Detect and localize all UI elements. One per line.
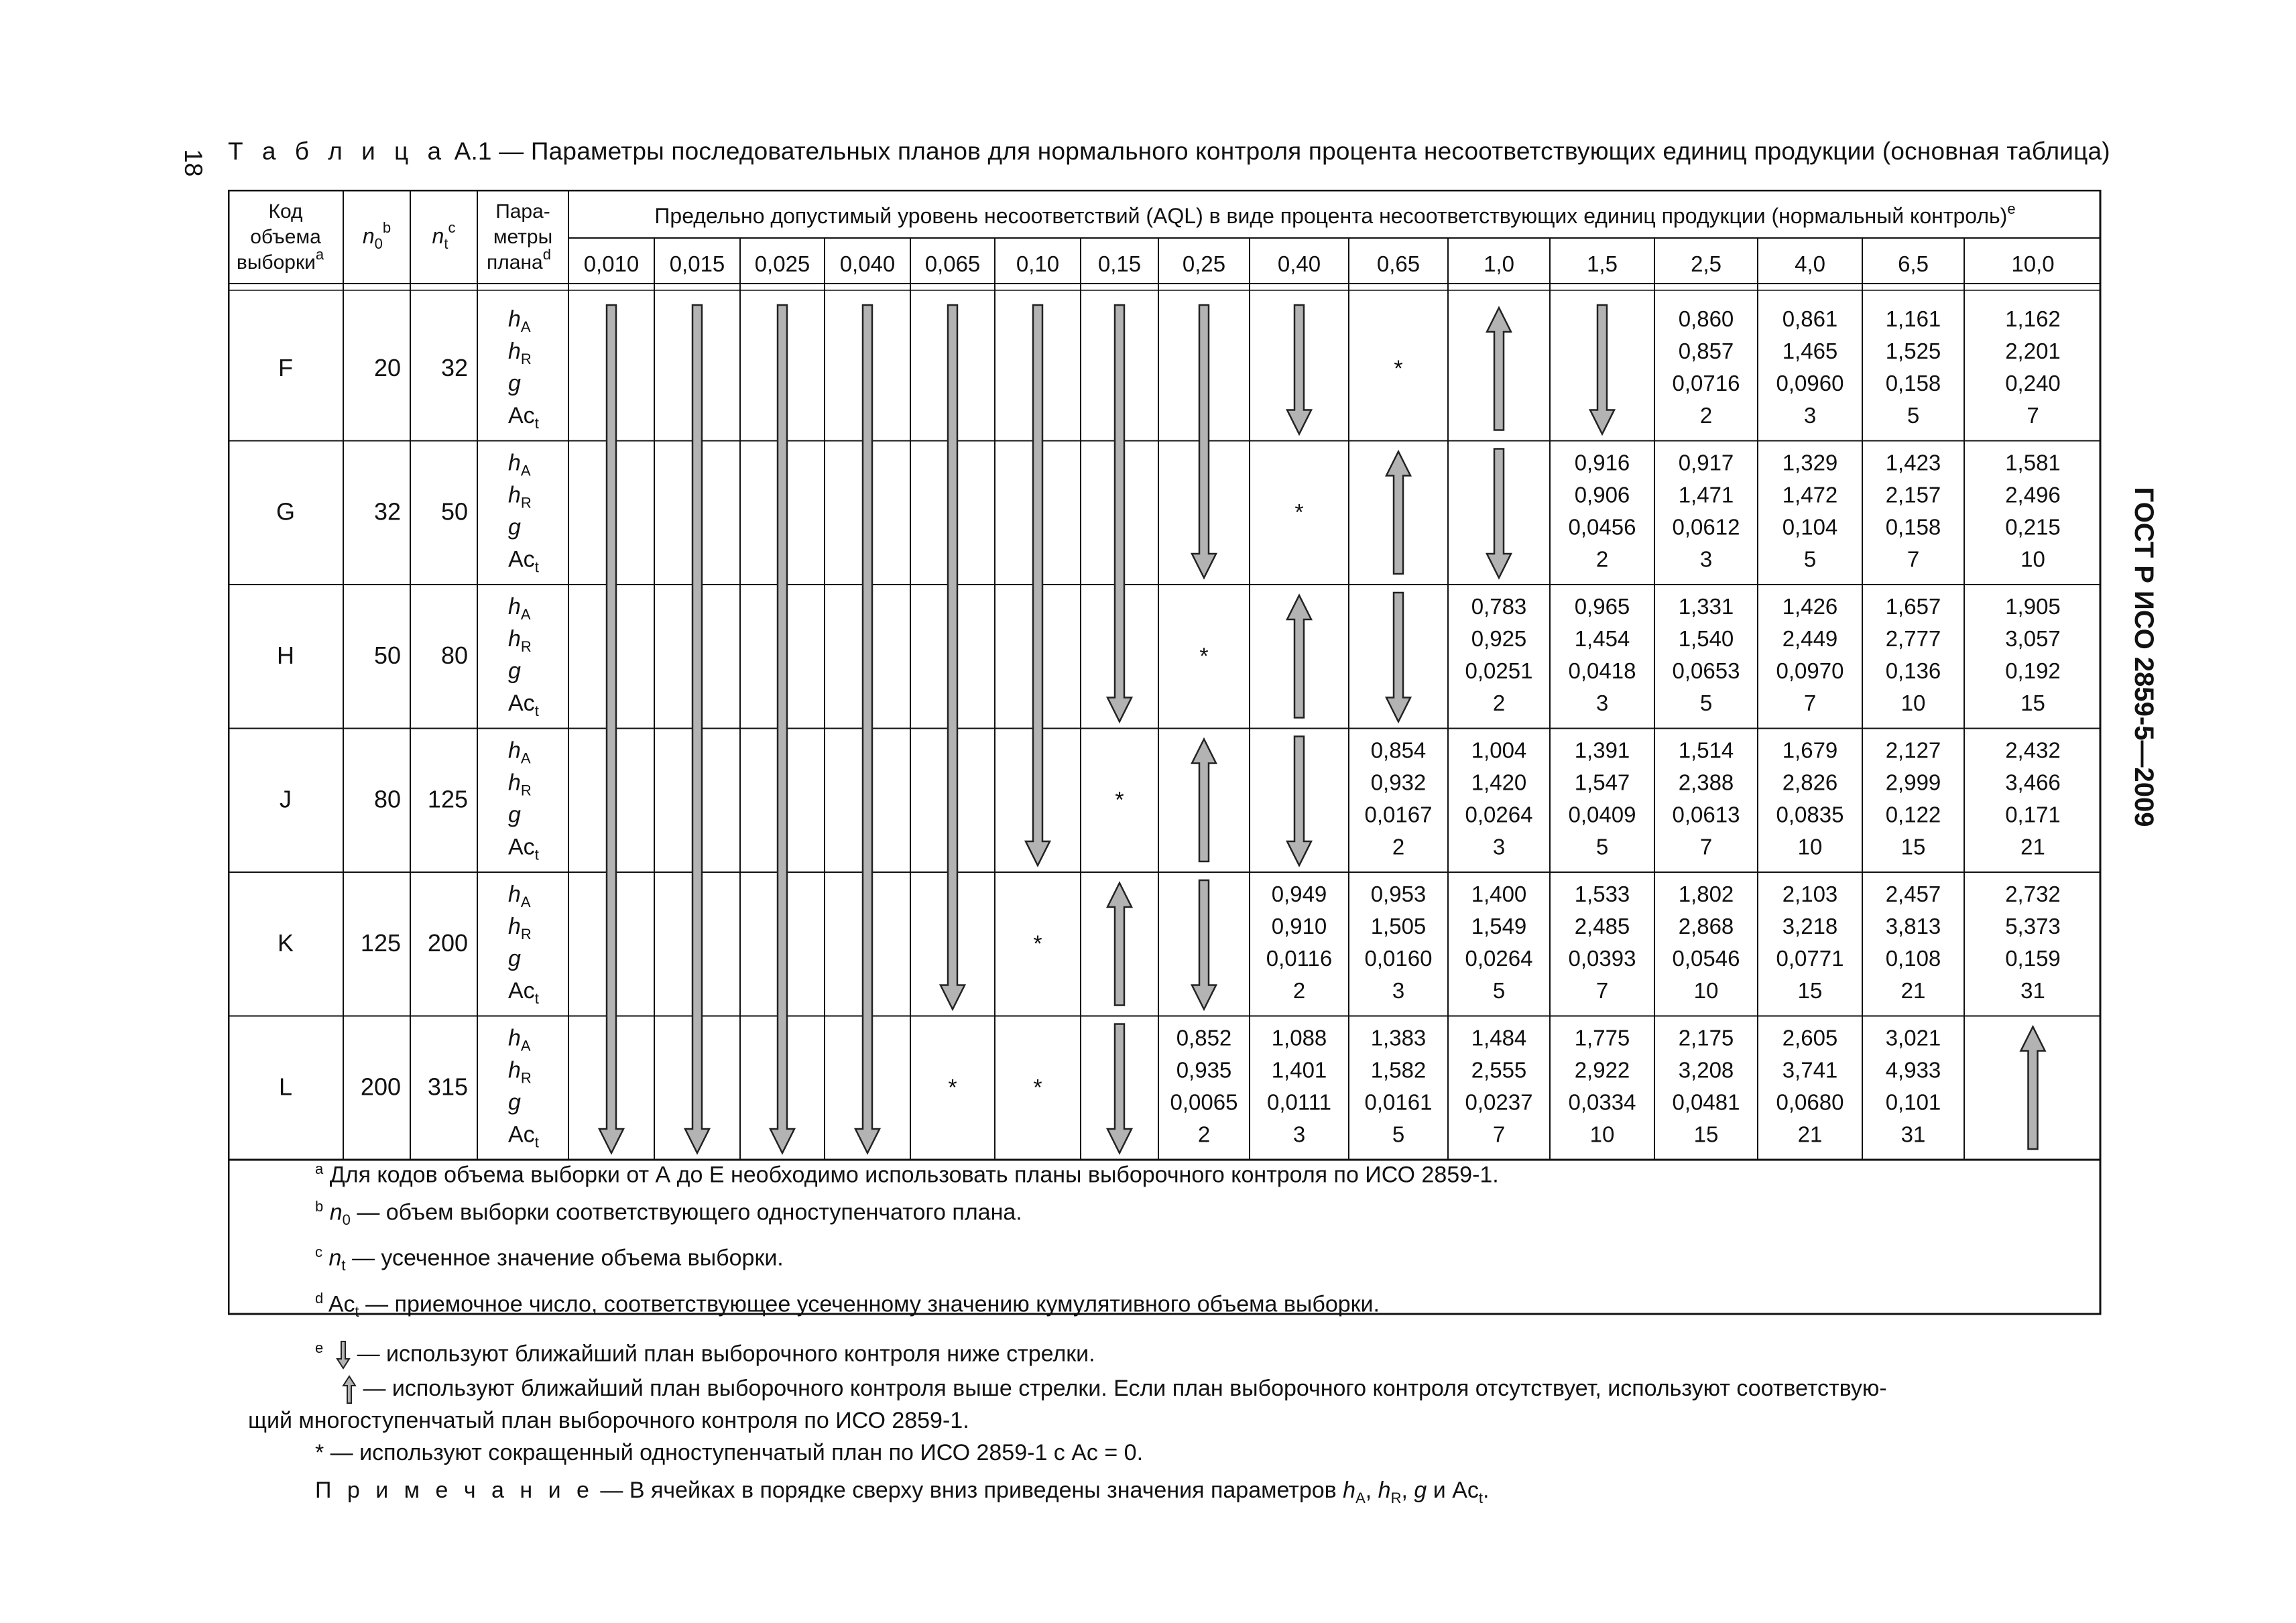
header-aql-value: 10,0: [2011, 251, 2055, 276]
param-value: 0,0161: [1364, 1089, 1433, 1115]
param-value: 7: [1595, 978, 1609, 1003]
param-value: 4,933: [1885, 1057, 1941, 1083]
param-value: 2: [1699, 403, 1713, 428]
header-aql-value: 6,5: [1898, 251, 1929, 276]
star-marker: *: [1033, 1075, 1042, 1101]
caption-label: Т а б л и ц а: [228, 137, 448, 165]
param-value: 1,582: [1370, 1057, 1427, 1083]
param-value: 21: [2020, 834, 2045, 859]
param-value: 1,802: [1678, 882, 1734, 906]
param-label: g: [508, 1089, 521, 1116]
param-value: 1,004: [1471, 737, 1527, 763]
param-value: 5: [1907, 403, 1920, 428]
param-value: 0,916: [1574, 450, 1630, 475]
header-aql-value: 0,40: [1277, 251, 1321, 276]
param-value: 0,0613: [1672, 802, 1740, 827]
param-value: 2,777: [1885, 626, 1941, 651]
row-nt: 32: [440, 354, 468, 381]
header-aql-value: 2,5: [1691, 251, 1721, 276]
param-value: 2: [1595, 546, 1609, 572]
param-value: 7: [1803, 690, 1817, 715]
up-arrow-icon: [342, 1375, 357, 1404]
param-value: 1,383: [1370, 1025, 1427, 1050]
param-value: 1,162: [2005, 306, 2061, 331]
star-marker: *: [1033, 931, 1042, 957]
header-aql-value: 0,10: [1016, 251, 1060, 276]
param-label: g: [508, 802, 521, 828]
up-arrow-icon: [2021, 1027, 2045, 1150]
param-value: 0,136: [1885, 658, 1941, 683]
header-code: объема: [250, 226, 321, 248]
param-value: 1,472: [1782, 482, 1838, 507]
param-label: $h_R$: [508, 626, 532, 655]
param-label: $h_R$: [508, 1057, 532, 1087]
param-value: 0,953: [1370, 882, 1427, 906]
param-value: 1,505: [1370, 914, 1427, 939]
header-nt: $n_t^c$: [432, 219, 456, 252]
row-code: L: [278, 1073, 293, 1101]
footnote-star: * — используют сокращенный одноступенчатый план по ИСО 2859-1 с Ас = 0.: [315, 1440, 1144, 1466]
param-value: 0,171: [2005, 802, 2061, 827]
param-label: $Ac_t$: [508, 1122, 539, 1151]
param-value: 0,852: [1176, 1025, 1232, 1050]
param-value: 3: [1699, 546, 1713, 572]
param-value: 0,860: [1678, 306, 1734, 331]
param-value: 0,0065: [1170, 1089, 1238, 1115]
param-value: 0,0653: [1672, 658, 1740, 683]
row-nt: 125: [427, 785, 468, 813]
param-value: 5: [1392, 1122, 1405, 1147]
param-value: 2,432: [2005, 737, 2061, 763]
param-label: g: [508, 658, 521, 684]
param-value: 2,157: [1885, 482, 1941, 507]
param-value: 0,0835: [1776, 802, 1844, 827]
param-label: $Ac_t$: [508, 978, 539, 1007]
param-value: 2,175: [1678, 1025, 1734, 1050]
row-nt: 200: [427, 929, 468, 957]
param-value: 0,158: [1885, 514, 1941, 540]
param-value: 2: [1492, 690, 1506, 715]
param-value: 1,423: [1885, 450, 1941, 475]
param-value: 0,783: [1471, 594, 1527, 619]
footnote-d: $^d$ $Ac_t$ — приемочное число, соответствующее усеченному значению кумулятивного объема выборки.: [315, 1289, 1380, 1320]
header-n0: $n_0^b$: [362, 219, 391, 252]
param-value: 10: [1900, 690, 1926, 715]
header-aql-value: 0,25: [1182, 251, 1226, 276]
document-id: ГОСТ Р ИСО 2859-5—2009: [2129, 487, 2159, 827]
param-value: 0,910: [1271, 914, 1327, 939]
down-arrow-icon: [1287, 305, 1311, 434]
star-marker: *: [1294, 499, 1304, 526]
param-value: 7: [1907, 546, 1920, 572]
param-value: 31: [2020, 978, 2045, 1003]
param-value: 2,127: [1885, 737, 1941, 763]
down-arrow-icon: [1107, 1024, 1132, 1154]
param-value: 0,854: [1370, 737, 1427, 763]
param-value: 2,922: [1574, 1057, 1630, 1083]
param-value: 0,104: [1782, 514, 1838, 540]
star-marker: *: [948, 1075, 957, 1101]
table-caption: [228, 137, 2110, 166]
param-value: 0,0456: [1568, 514, 1636, 540]
param-label: $h_R$: [508, 482, 532, 512]
param-value: 2,826: [1782, 770, 1838, 795]
param-value: 0,0771: [1776, 946, 1844, 971]
param-value: 1,514: [1678, 737, 1734, 763]
param-value: 0,935: [1176, 1057, 1232, 1083]
param-value: 0,0418: [1568, 658, 1636, 683]
param-value: 1,088: [1271, 1025, 1327, 1050]
row-nt: 50: [440, 497, 468, 526]
row-nt: 80: [440, 642, 468, 669]
param-value: 3,218: [1782, 914, 1838, 939]
header-aql-value: 1,0: [1484, 251, 1514, 276]
param-value: 0,906: [1574, 482, 1630, 507]
row-code: H: [277, 642, 294, 669]
param-value: 2,496: [2005, 482, 2061, 507]
header-aql-value: 0,025: [754, 251, 810, 276]
param-value: 0,108: [1885, 946, 1941, 971]
star-marker: *: [1199, 644, 1209, 669]
param-label: $Ac_t$: [508, 546, 539, 576]
param-label: $h_A$: [508, 306, 531, 335]
param-label: $h_R$: [508, 914, 532, 943]
param-value: 1,549: [1471, 914, 1527, 939]
param-value: 1,331: [1678, 594, 1734, 619]
param-label: $h_A$: [508, 1025, 531, 1055]
param-value: 0,0409: [1568, 802, 1636, 827]
param-value: 15: [2020, 690, 2045, 715]
param-value: 0,0960: [1776, 371, 1844, 396]
param-value: 1,581: [2005, 450, 2061, 475]
param-value: 3: [1292, 1122, 1306, 1147]
param-value: 15: [1797, 978, 1823, 1003]
down-arrow-icon: [1590, 305, 1614, 434]
param-value: 3: [1492, 834, 1506, 859]
param-value: 5: [1595, 834, 1609, 859]
param-value: 1,525: [1885, 339, 1941, 363]
down-arrow-icon: [1287, 737, 1311, 866]
param-value: 1,775: [1574, 1025, 1630, 1050]
param-value: 2,605: [1782, 1025, 1838, 1050]
param-value: 0,159: [2005, 946, 2061, 971]
param-label: g: [508, 946, 521, 971]
down-arrow-icon: [1192, 880, 1216, 1010]
param-value: 0,0481: [1672, 1089, 1740, 1115]
down-arrow-icon: [1487, 449, 1511, 579]
param-value: 0,925: [1471, 626, 1527, 651]
param-value: 0,215: [2005, 514, 2061, 540]
param-value: 0,192: [2005, 658, 2061, 683]
param-value: 31: [1900, 1122, 1926, 1147]
param-label: $h_A$: [508, 450, 531, 479]
param-value: 0,101: [1885, 1089, 1941, 1115]
param-value: 15: [1900, 834, 1926, 859]
param-value: 3: [1392, 978, 1405, 1003]
param-value: 1,401: [1271, 1057, 1327, 1083]
param-value: 3,741: [1782, 1057, 1838, 1083]
up-arrow-icon: [1287, 595, 1311, 718]
param-value: 0,0167: [1364, 802, 1433, 827]
param-value: 0,0680: [1776, 1089, 1844, 1115]
param-label: $h_R$: [508, 770, 532, 799]
param-value: 10: [1693, 978, 1719, 1003]
param-value: 3: [1803, 403, 1817, 428]
header-params: метры: [493, 226, 553, 248]
param-value: 15: [1693, 1122, 1719, 1147]
param-value: 2,999: [1885, 770, 1941, 795]
header-aql-value: 0,65: [1376, 251, 1421, 276]
param-label: $h_A$: [508, 594, 531, 623]
header-aql-value: 1,5: [1587, 251, 1618, 276]
header-aql-title: Предельно допустимый уровень несоответствий (AQL) в виде процента несоответствующих единиц продукции (нормальный контроль)$^e$: [654, 200, 2016, 228]
param-value: 1,420: [1471, 770, 1527, 795]
param-value: 3: [1595, 690, 1609, 715]
up-arrow-icon: [1386, 452, 1410, 575]
param-value: 0,0546: [1672, 946, 1740, 971]
star-marker: *: [1394, 356, 1403, 381]
footnote-e-up-cont: щий многоступенчатый план выборочного контроля по ИСО 2859-1.: [248, 1408, 969, 1434]
param-value: 2: [1292, 978, 1306, 1003]
param-value: 1,465: [1782, 339, 1838, 363]
param-value: 1,679: [1782, 737, 1838, 763]
footnote-a: $^a$ Для кодов объема выборки от А до Е необходимо использовать планы выборочного контроля по ИСО 2859-1.: [315, 1160, 1499, 1188]
header-aql-value: 0,040: [839, 251, 896, 276]
param-label: $h_R$: [508, 339, 532, 367]
param-value: 1,905: [2005, 594, 2061, 619]
up-arrow-icon: [1192, 739, 1216, 862]
param-value: 0,0264: [1465, 946, 1533, 971]
param-value: 7: [1492, 1122, 1506, 1147]
row-nt: 315: [427, 1073, 468, 1101]
param-value: 1,329: [1782, 450, 1838, 475]
param-value: 1,471: [1678, 482, 1734, 507]
param-value: 0,932: [1370, 770, 1427, 795]
param-value: 1,391: [1574, 737, 1630, 763]
param-value: 2,868: [1678, 914, 1734, 939]
param-value: 0,0716: [1672, 371, 1740, 396]
table-note: П р и м е ч а н и е — В ячейках в порядке сверху вниз приведены значения параметров $h_A$, $h_R$, g и $Ac_t$.: [315, 1478, 1490, 1506]
row-n0: 50: [373, 642, 401, 669]
param-value: 1,533: [1574, 882, 1630, 906]
param-value: 2,201: [2005, 339, 2061, 363]
param-value: 2,732: [2005, 882, 2061, 906]
param-value: 7: [2027, 403, 2039, 428]
param-value: 5: [1492, 978, 1506, 1003]
param-value: 0,861: [1782, 306, 1838, 331]
param-value: 2,457: [1885, 882, 1941, 906]
param-value: 0,0612: [1672, 514, 1740, 540]
param-value: 10: [1589, 1122, 1615, 1147]
up-arrow-icon: [1107, 883, 1132, 1006]
param-value: 1,426: [1782, 594, 1838, 619]
param-value: 0,240: [2005, 371, 2061, 396]
header-aql-value: 0,010: [583, 251, 640, 276]
param-value: 2: [1392, 834, 1405, 859]
header-aql-value: 0,015: [669, 251, 725, 276]
param-value: 0,0111: [1266, 1089, 1332, 1115]
param-value: 0,917: [1678, 450, 1734, 475]
caption-text: А.1 — Параметры последовательных планов для нормального контроля процента несоответствующих единиц продукции (основная таблица): [454, 137, 2110, 165]
param-value: 2,103: [1782, 882, 1838, 906]
param-label: $Ac_t$: [508, 834, 539, 863]
param-value: 3,208: [1678, 1057, 1734, 1083]
down-arrow-icon: [1107, 305, 1132, 722]
row-n0: 20: [373, 354, 401, 381]
param-value: 2,485: [1574, 914, 1630, 939]
param-label: g: [508, 371, 521, 396]
param-label: $h_A$: [508, 737, 531, 767]
param-value: 0,0116: [1266, 946, 1333, 971]
param-value: 0,0334: [1568, 1089, 1636, 1115]
param-label: $h_A$: [508, 882, 531, 910]
param-value: 3,057: [2005, 626, 2061, 651]
param-value: 1,161: [1885, 306, 1941, 331]
page-number: 18: [180, 149, 207, 177]
header-code: выборки$^a$: [236, 246, 324, 274]
param-value: 0,857: [1678, 339, 1734, 363]
param-value: 2,449: [1782, 626, 1838, 651]
param-value: 0,0251: [1465, 658, 1533, 683]
header-aql-value: 0,15: [1097, 251, 1142, 276]
param-value: 0,0393: [1568, 946, 1636, 971]
param-value: 1,484: [1471, 1025, 1527, 1050]
param-value: 0,0264: [1465, 802, 1533, 827]
down-arrow-icon: [941, 305, 965, 1010]
param-value: 0,949: [1271, 882, 1327, 906]
footnote-e-down: $^e$ — используют ближайший план выборочного контроля ниже стрелки.: [315, 1332, 2185, 1370]
param-value: 3,021: [1885, 1025, 1941, 1050]
param-value: 5: [1803, 546, 1817, 572]
param-value: 0,0160: [1364, 946, 1433, 971]
param-value: 1,454: [1574, 626, 1630, 651]
footnotes: [228, 1153, 2098, 1514]
down-arrow-icon: [1386, 593, 1410, 722]
footnote-e-up: — используют ближайший план выборочного контроля выше стрелки. Если план выборочного контроля отсутствует, используют соответствую-: [342, 1372, 2212, 1404]
param-label: $Ac_t$: [508, 403, 539, 432]
param-value: 7: [1699, 834, 1713, 859]
param-value: 3,813: [1885, 914, 1941, 939]
header-code: Код: [268, 200, 303, 223]
row-n0: 125: [360, 929, 401, 957]
param-value: 10: [1797, 834, 1823, 859]
header-params: Пара-: [495, 200, 550, 223]
param-value: 21: [1900, 978, 1926, 1003]
param-value: 0,0970: [1776, 658, 1844, 683]
param-value: 1,547: [1574, 770, 1630, 795]
footnote-b: $^b$ $n_0$ — объем выборки соответствующего одноступенчатого плана.: [315, 1198, 1022, 1229]
row-n0: 80: [373, 785, 401, 813]
param-value: 5,373: [2005, 914, 2061, 939]
row-code: G: [276, 497, 296, 526]
param-value: 1,540: [1678, 626, 1734, 651]
row-code: F: [278, 354, 293, 381]
param-value: 0,0237: [1465, 1089, 1533, 1115]
header-params: плана$^d$: [487, 246, 551, 274]
param-value: 21: [1797, 1122, 1823, 1147]
param-value: 1,400: [1471, 882, 1527, 906]
param-value: 0,122: [1885, 802, 1941, 827]
param-value: 2,388: [1678, 770, 1734, 795]
header-aql-value: 0,065: [924, 251, 981, 276]
param-value: 0,158: [1885, 371, 1941, 396]
up-arrow-icon: [1487, 308, 1511, 430]
param-value: 1,657: [1885, 594, 1941, 619]
param-value: 10: [2020, 546, 2045, 572]
param-value: 2,555: [1471, 1057, 1527, 1083]
row-n0: 200: [360, 1073, 401, 1101]
param-label: g: [508, 514, 521, 540]
row-code: J: [280, 785, 292, 813]
footnote-c: $^c$ $n_t$ — усеченное значение объема выборки.: [315, 1244, 784, 1274]
param-value: 2: [1197, 1122, 1211, 1147]
param-value: 5: [1699, 690, 1713, 715]
row-n0: 32: [373, 497, 401, 526]
param-value: 0,965: [1574, 594, 1630, 619]
star-marker: *: [1115, 787, 1124, 813]
row-code: K: [277, 929, 294, 957]
down-arrow-icon: [336, 1340, 351, 1370]
header-aql-value: 4,0: [1795, 251, 1825, 276]
param-label: $Ac_t$: [508, 690, 539, 719]
param-value: 3,466: [2005, 770, 2061, 795]
